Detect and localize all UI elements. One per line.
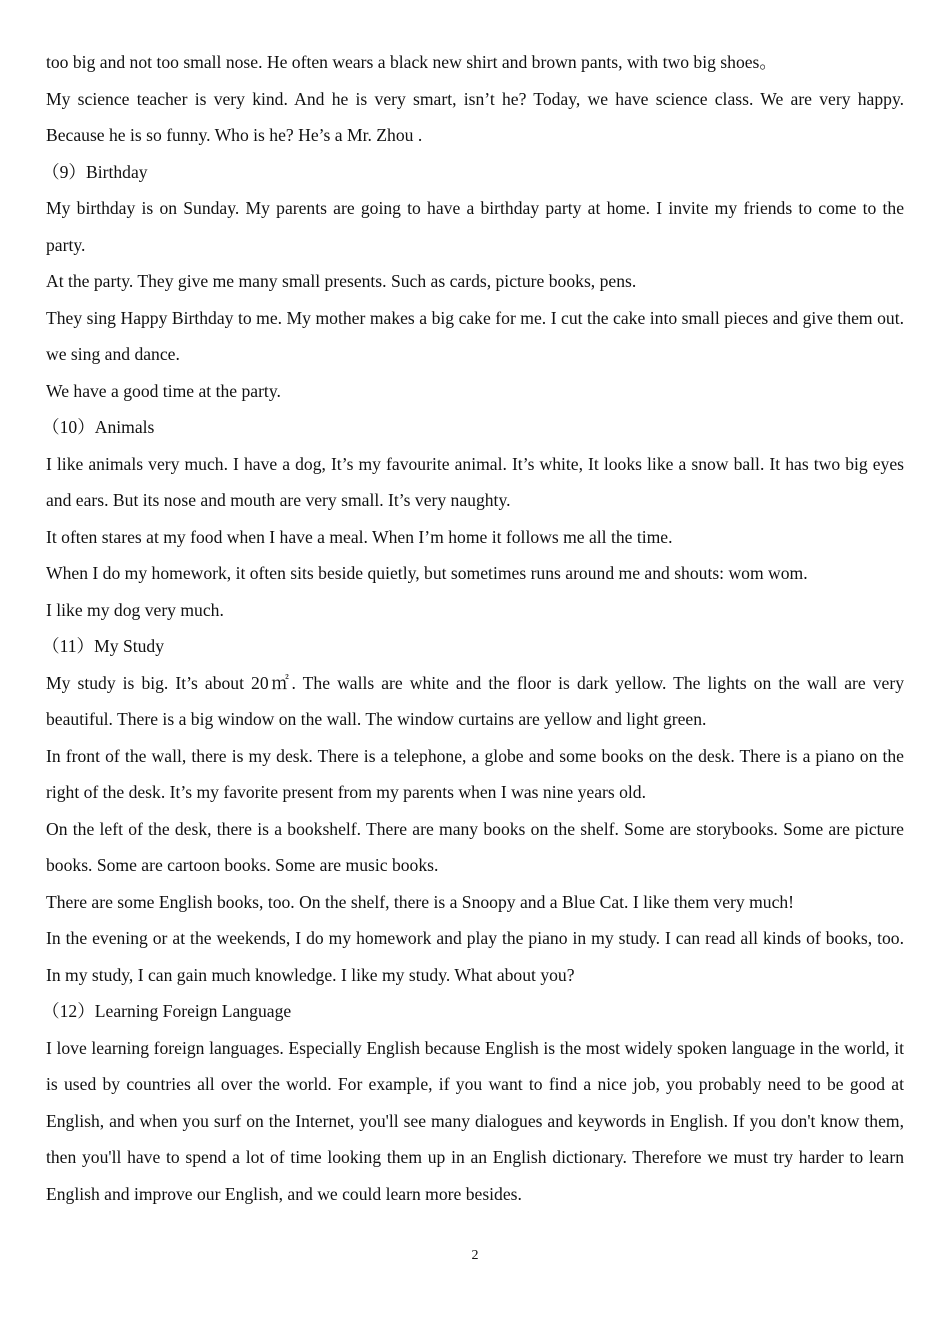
paragraph: When I do my homework, it often sits beside quietly, but sometimes runs around me and shouts: wom wom.: [46, 563, 808, 583]
section-heading: （12）Learning Foreign Language: [42, 1001, 292, 1021]
paragraph: I like my dog very much.: [46, 599, 224, 620]
paragraph: They sing Happy Birthday to me. My mother makes a big cake for me. I cut the cake into small pieces and give them out. we sing and dance.: [46, 307, 904, 364]
paragraph: My birthday is on Sunday. My parents are going to have a birthday party at home. I invite my friends to come to the party.: [46, 198, 904, 255]
paragraph: My science teacher is very kind. And he is very smart, isn’t he? Today, we have science class. We are very happy. Because he is so funny. Who is he? He’s a Mr. Zhou .: [46, 88, 904, 145]
paragraph: In the evening or at the weekends, I do my homework and play the piano in my study. I can read all kinds of books, too. In my study, I can gain much knowledge. I like my study. What about you?: [46, 928, 904, 985]
document-page: [42, 44, 904, 1212]
section-heading: （11）My Study: [42, 636, 165, 656]
section-heading: （10）Animals: [42, 417, 155, 437]
paragraph: My study is big. It’s about 20㎡. The walls are white and the floor is dark yellow. The lights on the wall are very beautiful. There is a big window on the wall. The window curtains are yellow and light green.: [46, 672, 904, 729]
paragraph: We have a good time at the party.: [46, 380, 281, 401]
paragraph: There are some English books, too. On the shelf, there is a Snoopy and a Blue Cat. I like them very much!: [46, 891, 795, 912]
paragraph: It often stares at my food when I have a meal. When I’m home it follows me all the time.: [46, 526, 673, 547]
paragraph: I like animals very much. I have a dog, It’s my favourite animal. It’s white, It looks like a snow ball. It has two big eyes and ears. But its nose and mouth are very small. It’s very naughty.: [46, 453, 904, 510]
section-heading: （9）Birthday: [42, 161, 148, 182]
paragraph: On the left of the desk, there is a bookshelf. There are many books on the shelf. Some are storybooks. Some are picture books. Some are cartoon books. Some are music books.: [46, 818, 904, 875]
paragraph: In front of the wall, there is my desk. There is a telephone, a globe and some books on the desk. There is a piano on the right of the desk. It’s my favorite present from my parents when I was nine years old.: [46, 745, 904, 802]
paragraph: too big and not too small nose. He often wears a black new shirt and brown pants, with two big shoes。: [46, 52, 777, 72]
page-number: 2: [471, 1248, 479, 1263]
paragraph: At the party. They give me many small presents. Such as cards, picture books, pens.: [46, 271, 637, 291]
paragraph: I love learning foreign languages. Especially English because English is the most widely spoken language in the world, it is used by countries all over the world. For example, if you want to find a nice job, you probably need to be good at English, and when you surf on the Internet, you'll see many dialogues and keywords in English. If you don't know them, then you'll have to spend a lot of time looking them up in an English dictionary. Therefore we must try harder to learn English and improve our English, and we could learn more besides.: [46, 1037, 904, 1204]
